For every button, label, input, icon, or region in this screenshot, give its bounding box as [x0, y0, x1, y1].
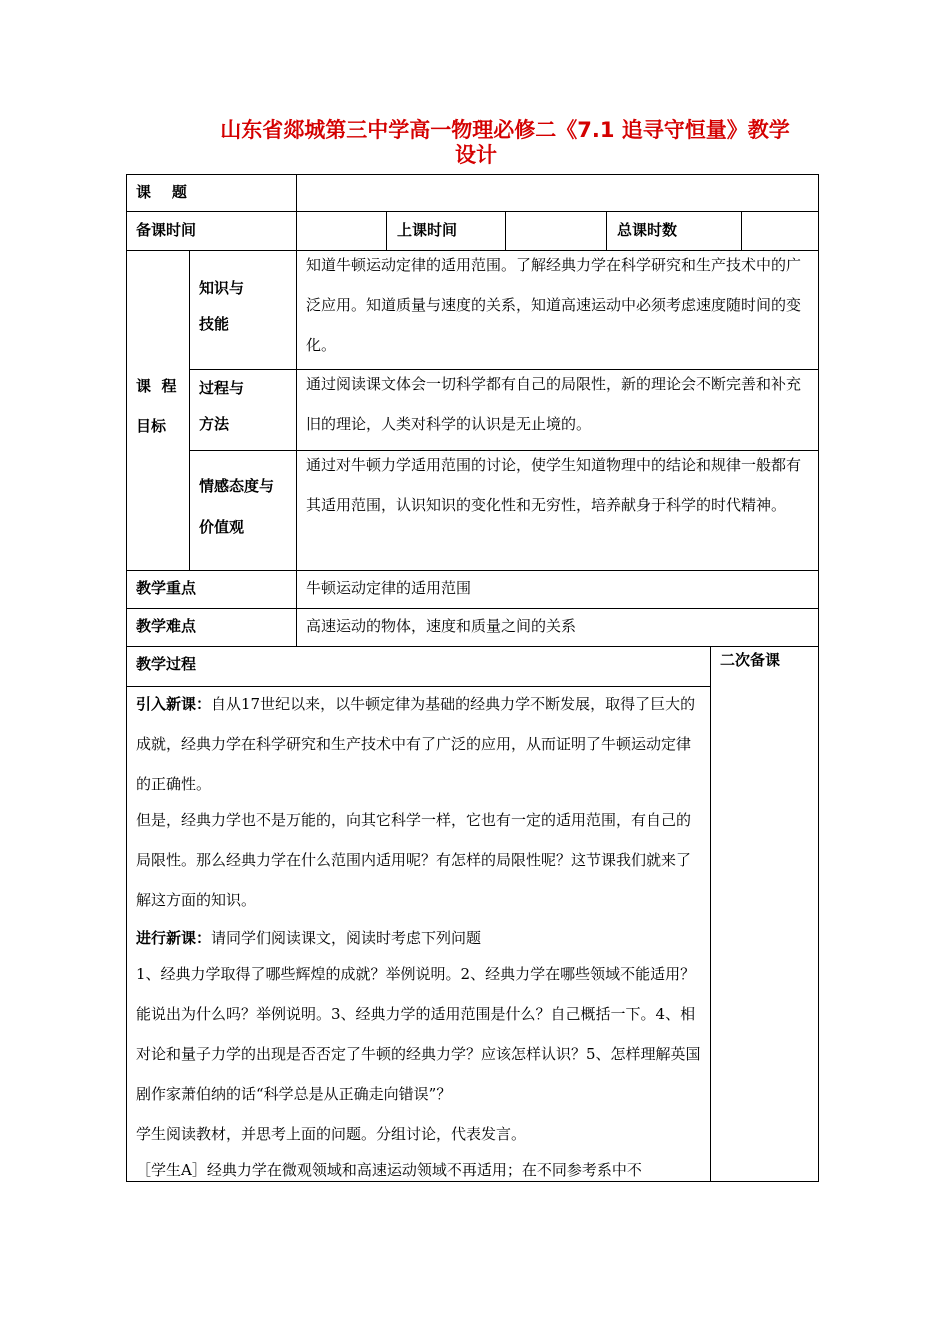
teaching-process-header: 教学过程: [136, 655, 197, 673]
key-point-label: 教学重点: [136, 579, 197, 597]
emotion-text: 通过对牛顿力学适用范围的讨论，使学生知道物理中的结论和规律一般都有其适用范围，认识知识的变化性和无穷性，培养献身于科学的时代精神。: [306, 456, 802, 514]
student-task-paragraph: 学生阅读教材，并思考上面的问题。分组讨论，代表发言。: [136, 1125, 527, 1143]
col-divider: [710, 646, 711, 1182]
emotion-label-line-2: 价值观: [199, 518, 245, 536]
difficulty-label: 教学难点: [136, 617, 197, 635]
new-lesson-label: 进行新课：: [136, 929, 212, 947]
knowledge-text: 知道牛顿运动定律的适用范围。了解经典力学在科学研究和生产技术中的广泛应用。知道质量与速度的关系，知道高速运动中必须考虑速度随时间的变化。: [306, 256, 802, 354]
new-lesson-paragraph: [136, 918, 704, 958]
title-line-1: 山东省郯城第三中学高一物理必修二《7.1 追寻守恒量》教学: [220, 118, 790, 142]
student-a-paragraph: ［学生A］经典力学在微观领域和高速运动领域不再适用；在不同参考系中不: [136, 1161, 642, 1179]
total-hours-label: 总课时数: [617, 221, 678, 239]
intro-paragraph: [136, 684, 704, 804]
intro-label: 引入新课：: [136, 695, 212, 713]
process-label-line-1: 过程与: [199, 379, 245, 397]
topic-label: 课 题: [136, 183, 187, 201]
key-point-text: 牛顿运动定律的适用范围: [306, 579, 472, 597]
limitation-paragraph: 但是，经典力学也不是万能的，向其它科学一样，它也有一定的适用范围，有自己的局限性。那么经典力学在什么范围内适用呢？有怎样的局限性呢？这节课我们就来了解这方面的知识。: [136, 811, 692, 909]
questions-paragraph: 1、经典力学取得了哪些辉煌的成就？举例说明。2、经典力学在哪些领域不能适用？能说出为什么吗？举例说明。3、经典力学的适用范围是什么？自己概括一下。4、相对论和量子力学的出现是否否定了牛顿的经典力学？应该怎样认识？5、怎样理解英国剧作家萧伯纳的话“科学总是从正确走向错误”？: [136, 965, 701, 1103]
row-divider: [126, 646, 819, 647]
process-text: 通过阅读课文体会一切科学都有自己的局限性，新的理论会不断完善和补充旧的理论，人类对科学的认识是无止境的。: [306, 375, 802, 433]
goals-label-line-2: 目标: [136, 417, 167, 435]
prep-time-label: 备课时间: [136, 221, 197, 239]
col-divider: [189, 250, 190, 571]
document-title: [150, 118, 860, 168]
difficulty-text: 高速运动的物体，速度和质量之间的关系: [306, 617, 577, 635]
process-label-line-2: 方法: [199, 415, 230, 433]
col-divider: [296, 174, 297, 251]
row-divider: [126, 211, 819, 212]
secondary-prep-header: 二次备课: [720, 651, 781, 669]
col-divider: [296, 250, 297, 647]
knowledge-label-line-1: 知识与: [199, 279, 245, 297]
title-line-2: 设计: [455, 143, 497, 167]
emotion-label-line-1: 情感态度与: [199, 477, 275, 495]
goals-label-line-1: 课 程: [136, 377, 177, 395]
new-lesson-text: 请同学们阅读课文，阅读时考虑下列问题: [211, 929, 482, 947]
knowledge-label-line-2: 技能: [199, 315, 230, 333]
class-time-label: 上课时间: [397, 221, 458, 239]
intro-text: 自从17世纪以来，以牛顿定律为基础的经典力学不断发展，取得了巨大的成就，经典力学在科学研究和生产技术中有了广泛的应用，从而证明了牛顿运动定律的正确性。: [136, 695, 696, 793]
